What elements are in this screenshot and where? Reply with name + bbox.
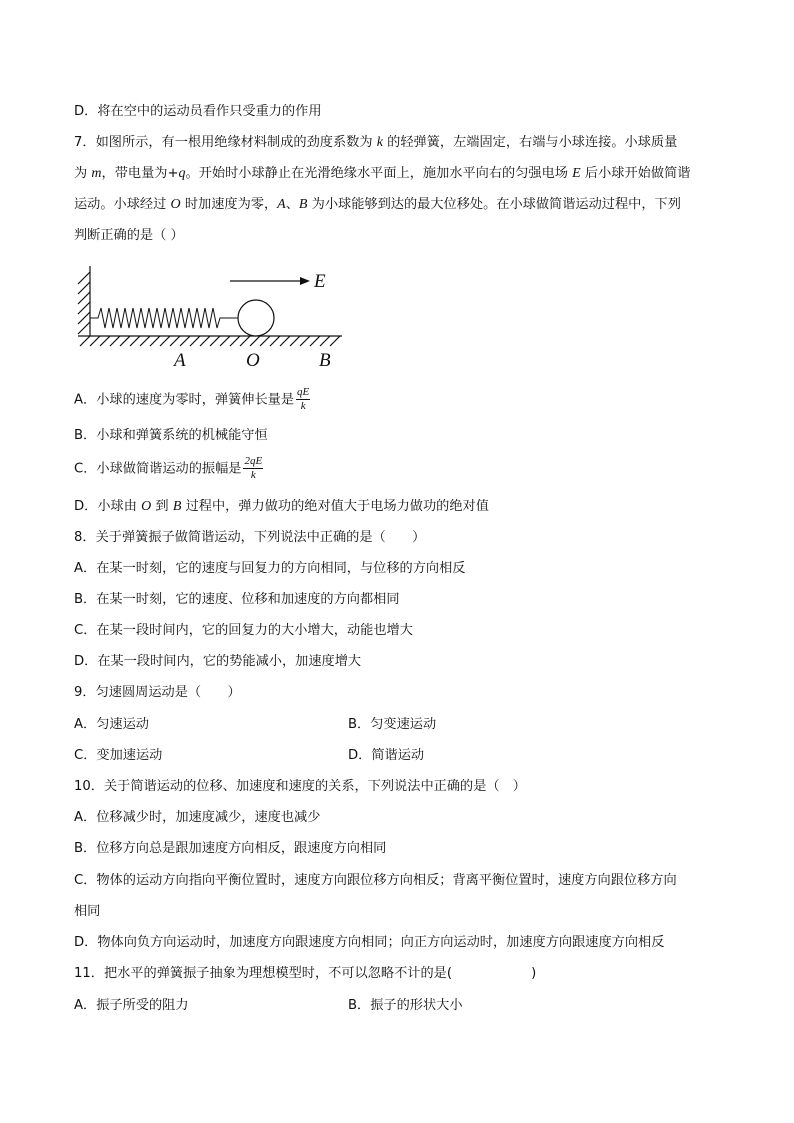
q7-option-d: D．小球由 O 到 B 过程中，弹力做功的绝对值大于电场力做功的绝对值 [74,499,489,514]
q10-option-a: A．位移减少时，加速度减少，速度也减少 [74,810,321,825]
q8-option-a: A．在某一时刻，它的速度与回复力的方向相同，与位移的方向相反 [74,561,466,576]
q9-option-a: A．匀速运动 [74,717,149,732]
fraction-2qe-over-k: $\frac{2qE}{k}$ [244,455,263,481]
label-a: A [174,350,186,371]
q10-option-d: D．物体向负方向运动时，加速度方向跟速度方向相同；向正方向运动时，加速度方向跟速度方向相反 [74,935,665,950]
label-e: E [314,271,326,292]
q6-option-d: D．将在空中的运动员看作只受重力的作用 [74,104,322,119]
q8-option-c: C．在某一段时间内，它的回复力的大小增大，动能也增大 [74,623,413,638]
fraction-qe-over-k: $\frac{qE}{k}$ [297,386,310,412]
q7-option-a: A．小球的速度为零时，弹簧伸长量是 $\frac{qE}{k}$ [74,386,310,412]
q8-stem: 8．关于弹簧振子做简谐运动，下列说法中正确的是（ ） [74,530,426,545]
floor [78,336,342,346]
q7-stem-line-4: 判断正确的是（ ） [74,228,184,243]
q7-option-b: B．小球和弹簧系统的机械能守恒 [74,428,268,443]
label-o: O [246,350,260,371]
q9-stem: 9．匀速圆周运动是（ ） [74,685,241,700]
q8-option-d: D．在某一段时间内，它的势能减小，加速度增大 [74,654,362,669]
q7-option-c: C．小球做简谐运动的振幅是 $\frac{2qE}{k}$ [74,455,263,481]
q10-option-b: B．位移方向总是跟加速度方向相反，跟速度方向相同 [74,841,387,856]
spring [90,308,240,328]
q10-stem: 10．关于简谐运动的位移、加速度和速度的关系，下列说法中正确的是（ ） [74,779,526,794]
q10-option-c-line-2: 相同 [74,904,101,919]
spring-ball-diagram [70,262,350,372]
q7-stem-line-3: 运动。小球经过 O 时加速度为零，A、B 为小球能够到达的最大位移处。在小球做简谐运动过程中，下列 [74,197,681,212]
wall [78,266,90,336]
ball [238,300,274,336]
q8-option-b: B．在某一时刻，它的速度、位移和加速度的方向都相同 [74,592,400,607]
q11-stem: 11．把水平的弹簧振子抽象为理想模型时，不可以忽略不计的是( ) [74,966,537,981]
q7-stem-line-2: 为 m，带电量为+q。开始时小球静止在光滑绝缘水平面上，施加水平向右的匀强电场 E 后小球开始做简谐 [74,166,691,181]
q9-option-d: D．简谐运动 [348,748,425,763]
q7-stem-line-1: 7．如图所示，有一根用绝缘材料制成的劲度系数为 k 的轻弹簧，左端固定，右端与小球连接。小球质量 [74,135,678,150]
q9-option-c: C．变加速运动 [74,748,163,763]
q10-option-c-line-1: C．物体的运动方向指向平衡位置时，速度方向跟位移方向相反；背离平衡位置时，速度方向跟位移方向 [74,873,677,888]
field-arrow [230,277,310,285]
q11-option-a: A．振子所受的阻力 [74,998,189,1013]
q11-option-b: B．振子的形状大小 [348,998,463,1013]
q9-option-b: B．匀变速运动 [348,717,437,732]
label-b: B [319,350,331,371]
